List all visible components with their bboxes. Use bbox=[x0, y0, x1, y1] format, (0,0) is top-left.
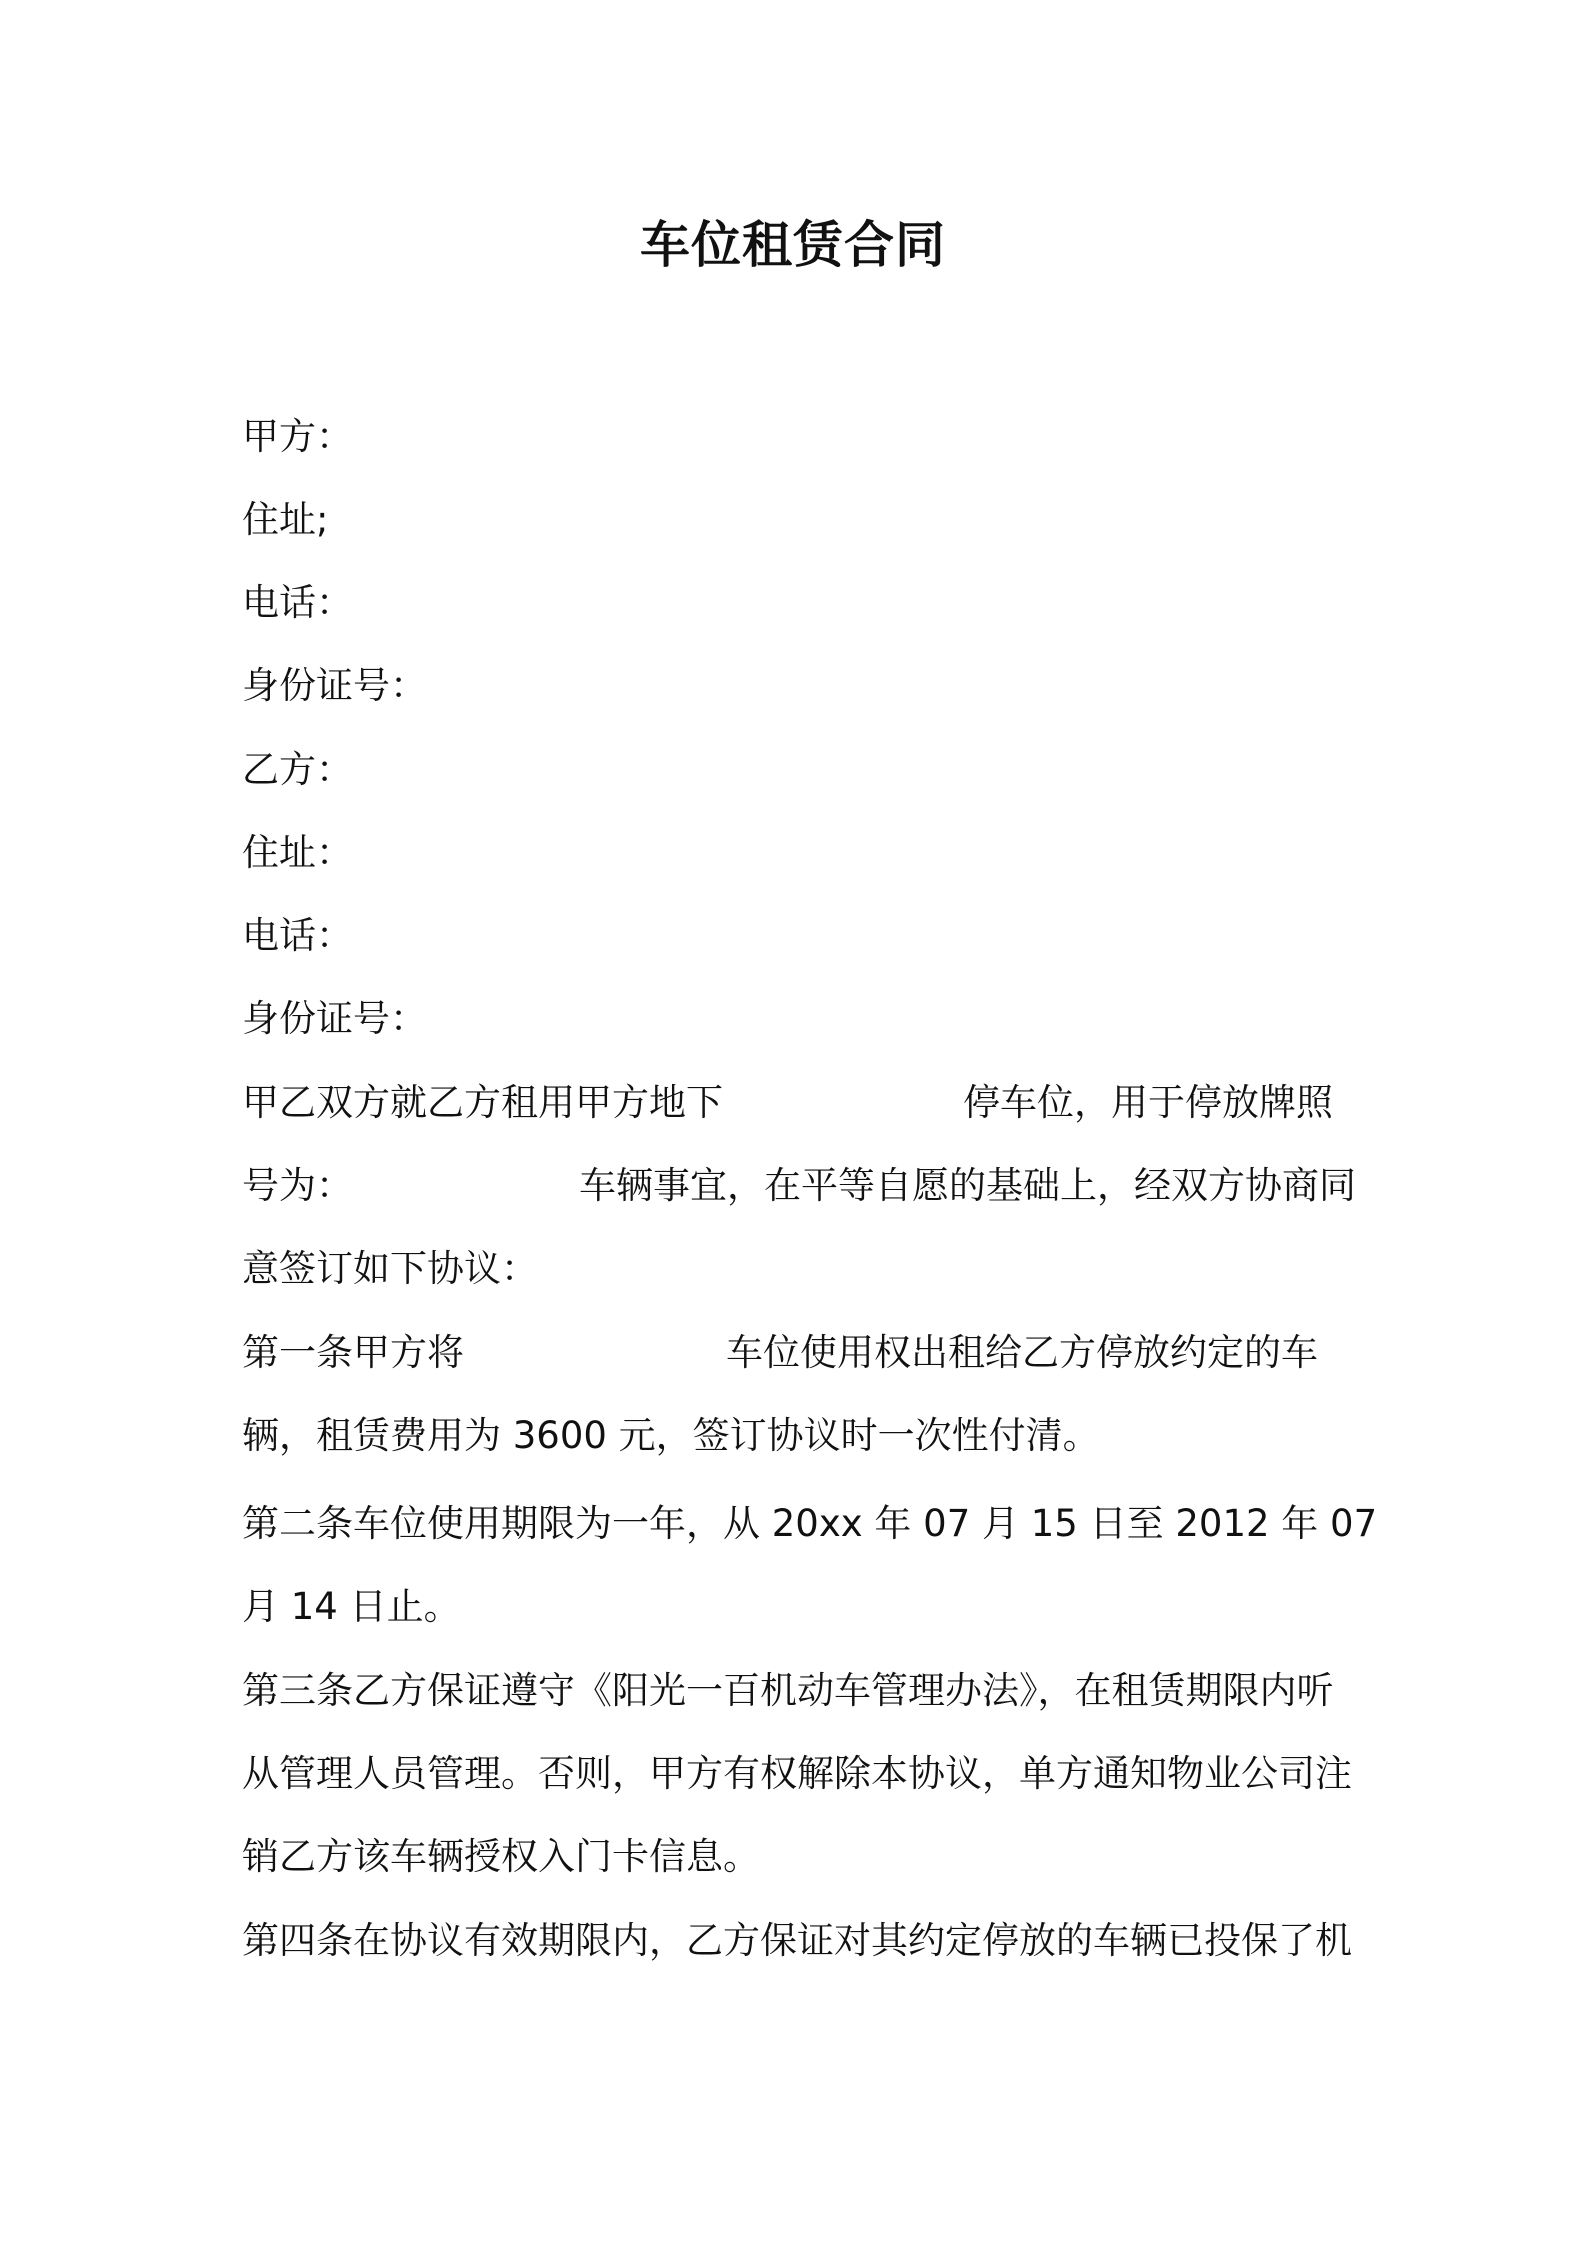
document-title: 车位租赁合同 bbox=[640, 216, 946, 274]
article-4-line-1: 第四条在协议有效期限内，乙方保证对其约定停放的车辆已投保了机 bbox=[242, 1919, 1352, 1962]
party-a-name-label: 甲方： bbox=[242, 415, 353, 458]
party-b-name-label: 乙方： bbox=[242, 748, 353, 791]
party-a-address-label: 住址; bbox=[242, 498, 329, 541]
article-3-line-3: 销乙方该车辆授权入门卡信息。 bbox=[242, 1835, 760, 1878]
article-2-line-1: 第二条车位使用期限为一年，从 20xx 年 07 月 15 日至 2012 年 07 bbox=[242, 1502, 1378, 1545]
article-3-line-1: 第三条乙方保证遵守《阳光一百机动车管理办法》，在租赁期限内听 bbox=[242, 1669, 1334, 1712]
article-1-line-1 bbox=[242, 1327, 1318, 1379]
party-a-phone-label: 电话： bbox=[242, 581, 353, 624]
intro-text: 号为： bbox=[242, 1164, 353, 1207]
article-2-line-2: 月 14 日止。 bbox=[242, 1585, 461, 1628]
party-a-id-label: 身份证号： bbox=[242, 664, 427, 707]
article-1-text: 第一条甲方将 bbox=[242, 1331, 464, 1374]
party-b-id-label: 身份证号： bbox=[242, 997, 427, 1040]
intro-text: 车辆事宜，在平等自愿的基础上，经双方协商同 bbox=[579, 1164, 1356, 1207]
article-1-line-2: 辆，租赁费用为 3600 元，签订协议时一次性付清。 bbox=[242, 1414, 1100, 1457]
party-b-address-label: 住址： bbox=[242, 831, 353, 874]
article-3-line-2: 从管理人员管理。否则，甲方有权解除本协议，单方通知物业公司注 bbox=[242, 1752, 1352, 1795]
intro-text: 停车位，用于停放牌照 bbox=[963, 1081, 1333, 1124]
article-1-text: 车位使用权出租给乙方停放约定的车 bbox=[726, 1331, 1318, 1374]
intro-line-3: 意签订如下协议： bbox=[242, 1247, 538, 1290]
intro-text: 甲乙双方就乙方租用甲方地下 bbox=[242, 1081, 723, 1124]
intro-line-2 bbox=[242, 1160, 1356, 1212]
intro-line-1 bbox=[242, 1077, 1333, 1129]
party-b-phone-label: 电话： bbox=[242, 914, 353, 957]
